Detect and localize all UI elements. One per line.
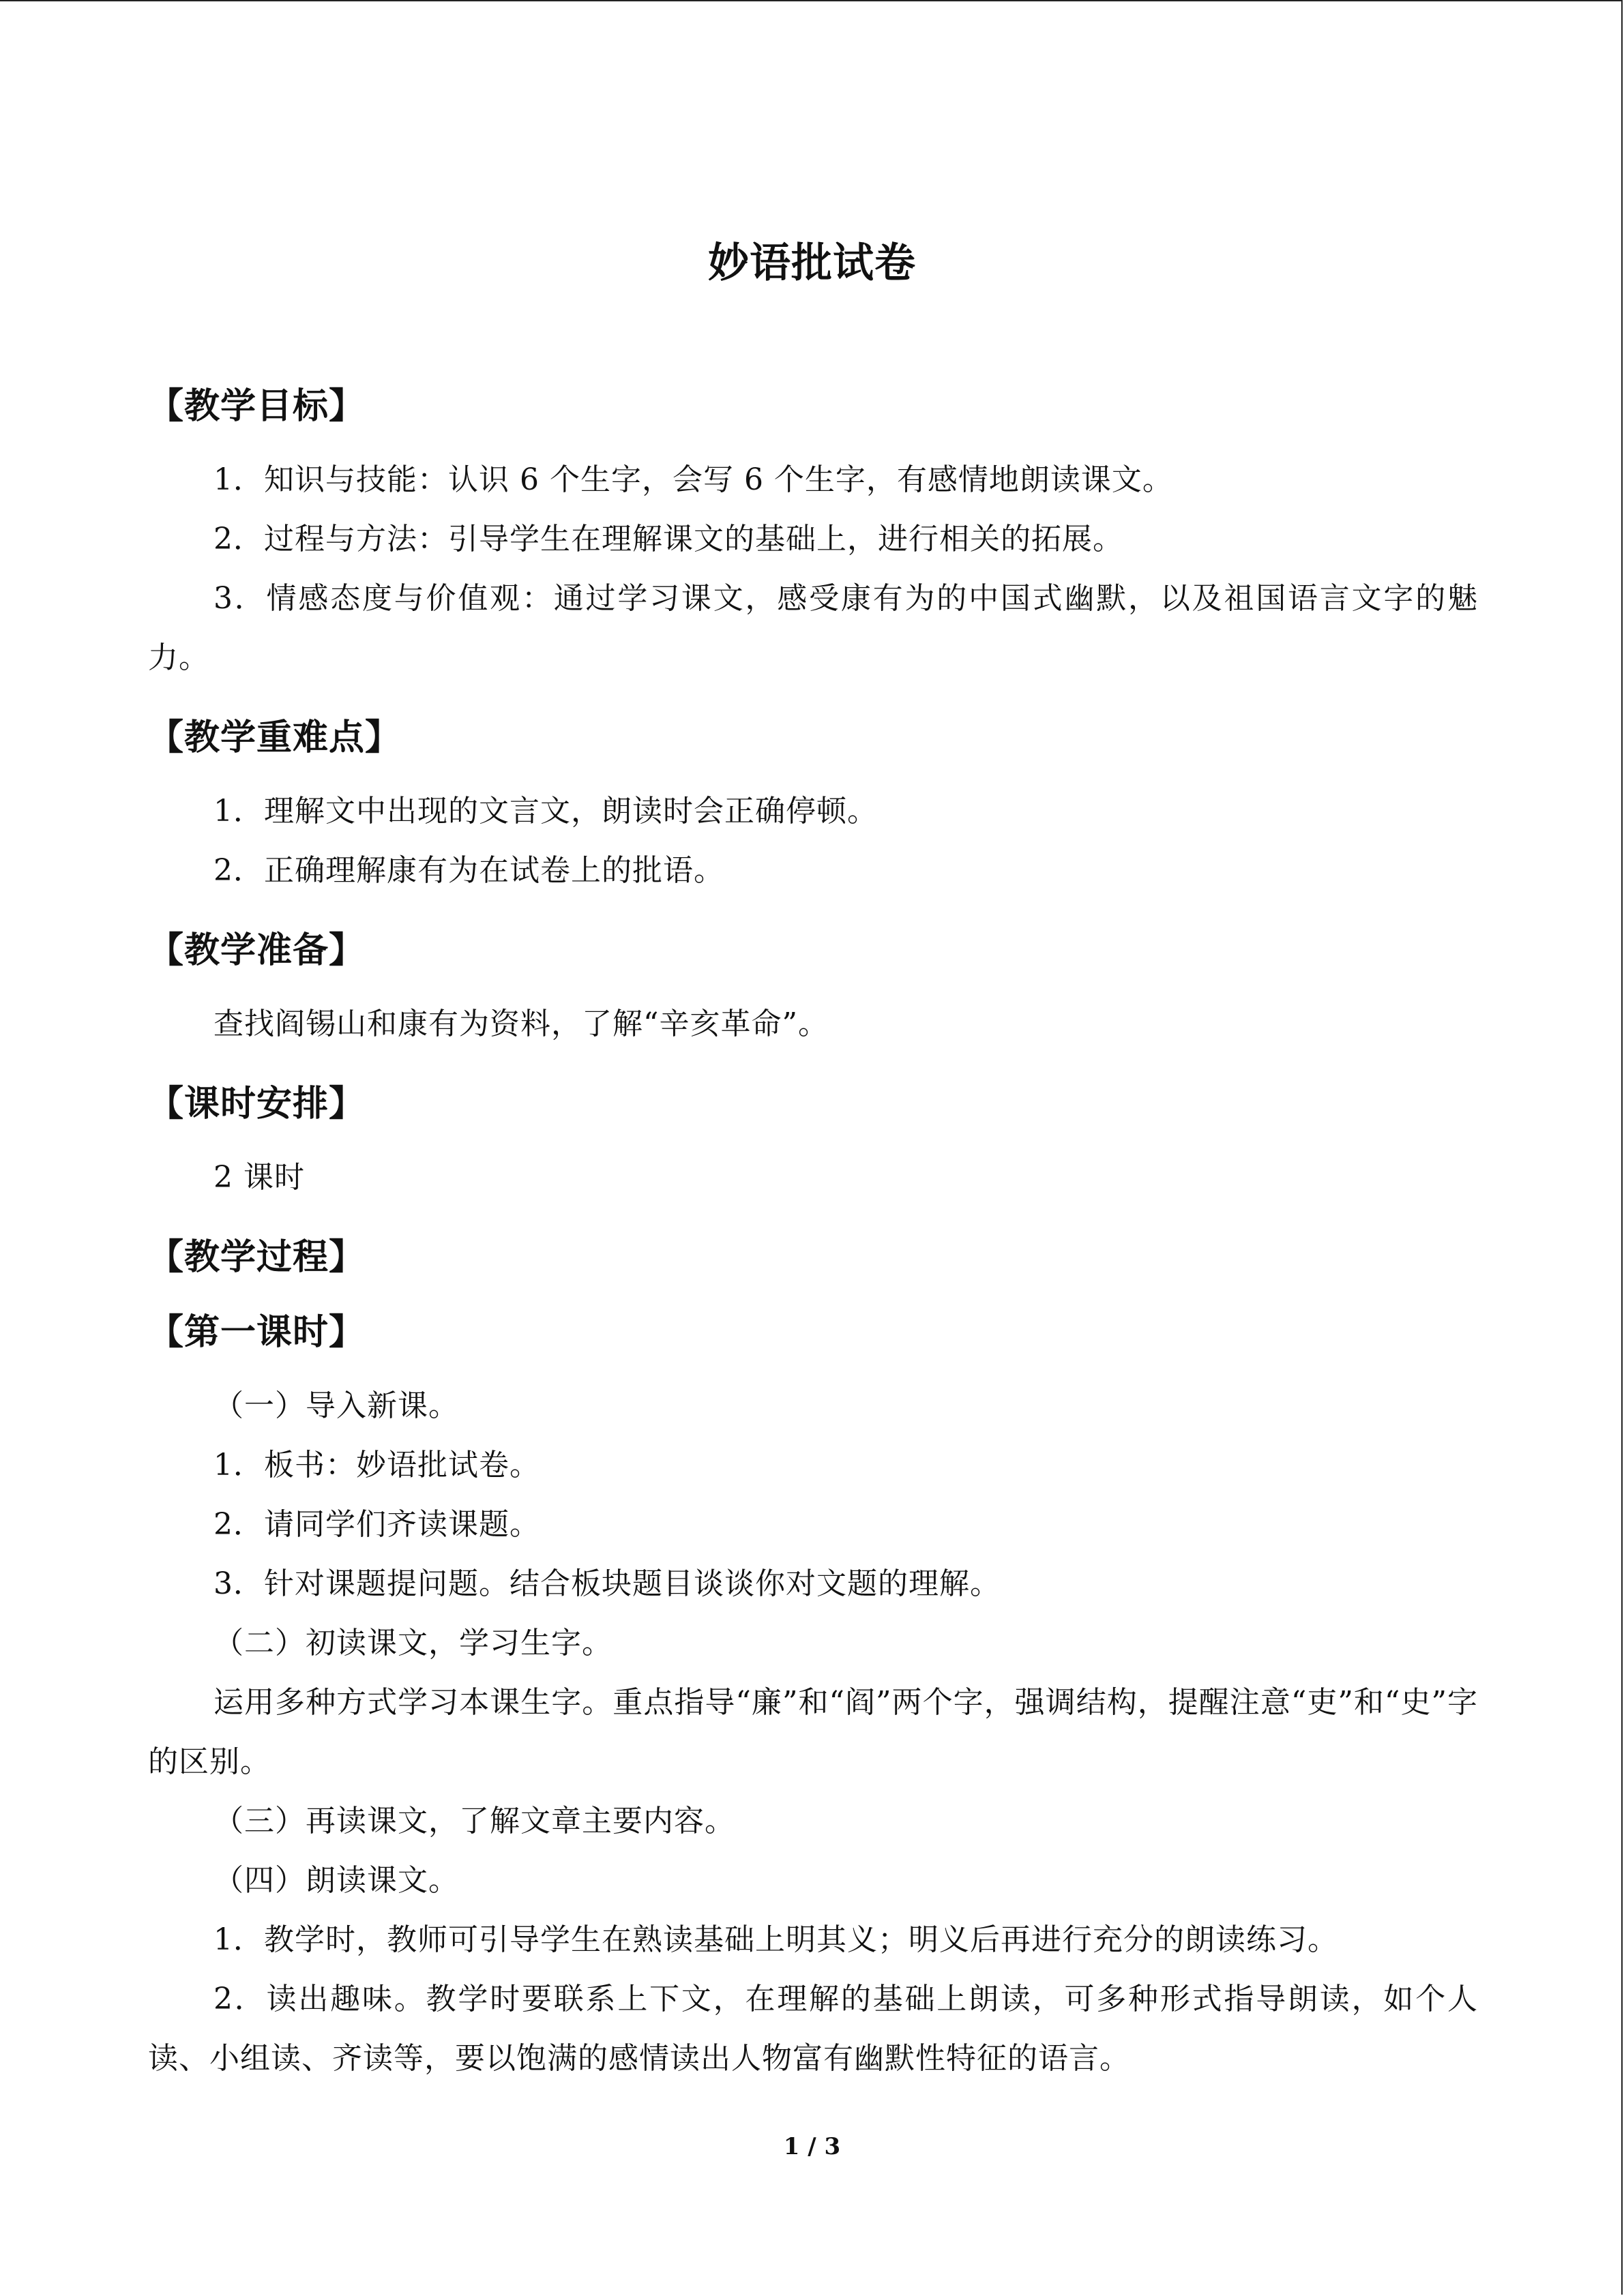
paragraph: 2．正确理解康有为在试卷上的批语。: [213, 853, 724, 888]
paragraph: 查找阎锡山和康有为资料，了解“辛亥革命”。: [213, 1007, 829, 1041]
paragraph: 1．知识与技能：认识 6 个生字，会写 6 个生字，有感情地朗读课文。: [213, 462, 1173, 497]
paragraph: （二）初读课文，学习生字。: [213, 1626, 612, 1660]
paragraph: （四）朗读课文。: [213, 1863, 459, 1898]
section-teaching-goals: [148, 382, 1478, 687]
paragraph: 运用多种方式学习本课生字。重点指导“廉”和“阎”两个字，强调结构，提醒注意“吏”和“史”字的区别。: [148, 1685, 1478, 1779]
document-body: [148, 382, 1478, 2088]
paragraph: 2．过程与方法：引导学生在理解课文的基础上，进行相关的拓展。: [213, 522, 1123, 556]
section-heading: 【教学重难点】: [148, 717, 402, 758]
section-schedule: [148, 1079, 1478, 1207]
paragraph: 1．教学时，教师可引导学生在熟读基础上明其义；明义后再进行充分的朗读练习。: [213, 1922, 1338, 1957]
paragraph: 3．针对课题提问题。结合板块题目谈谈你对文题的理解。: [213, 1566, 1001, 1601]
section-heading: 【课时安排】: [148, 1084, 366, 1124]
paragraph: 2．请同学们齐读课题。: [213, 1507, 540, 1542]
paragraph: （一）导入新课。: [213, 1388, 459, 1423]
paragraph: 1．理解文中出现的文言文，朗读时会正确停顿。: [213, 794, 878, 829]
section-preparation: [148, 926, 1478, 1054]
page-number: 1 / 3: [783, 2133, 841, 2160]
section-process: [148, 1233, 1478, 1282]
paragraph: 2 课时: [213, 1160, 305, 1195]
section-key-points: [148, 713, 1478, 900]
paragraph: （三）再读课文，了解文章主要内容。: [213, 1804, 735, 1838]
section-heading: 【教学目标】: [148, 386, 366, 427]
paragraph: 3．情感态度与价值观：通过学习课文，感受康有为的中国式幽默，以及祖国语言文字的魅力。: [148, 581, 1478, 675]
section-heading: 【教学过程】: [148, 1237, 366, 1278]
section-heading: 【第一课时】: [148, 1312, 366, 1353]
document-title: 妙语批试卷: [708, 239, 916, 288]
paragraph: 1．板书：妙语批试卷。: [213, 1448, 540, 1482]
paragraph: 2．读出趣味。教学时要联系上下文，在理解的基础上朗读，可多种形式指导朗读，如个人读、小组读、齐读等，要以饱满的感情读出人物富有幽默性特征的语言。: [148, 1982, 1478, 2076]
section-heading: 【教学准备】: [148, 930, 366, 971]
section-first-lesson: [148, 1308, 1478, 2088]
